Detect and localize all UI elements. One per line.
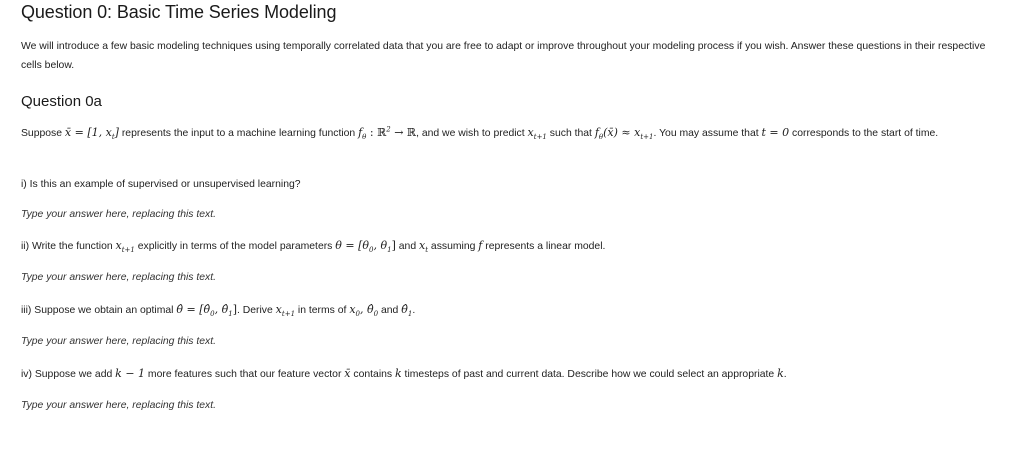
math-x-next: $x_{t+1}$: [115, 239, 135, 255]
math-k: k: [777, 367, 784, 380]
intro-paragraph: We will introduce a few basic modeling techniques using temporally correlated data that you are free to adapt or improve throughout your modeling process if you wish. Answer these questions in their respective cells below.: [21, 41, 986, 71]
question-ii: ii) Write the function $x_{t+1}$ explicitly in terms of the model parameters $\theta = [\theta_0$, $\theta_1$] and $x_t$ assuming f represents a linear model.: [21, 239, 606, 255]
math-k: k: [395, 367, 402, 380]
text: such that: [546, 128, 595, 139]
setup-paragraph: [21, 123, 1006, 143]
math-f: f: [478, 239, 483, 252]
question-iv: iv) Suppose we add k − 1 more features such that our feature vector x̄ contains k timesteps of past and current data. Describe how we could select an appropriate k.: [21, 367, 787, 380]
answer-iv[interactable]: Type your answer here, replacing this text.: [21, 400, 217, 411]
text: , and we wish to predict: [416, 128, 528, 139]
question-iii: iii) Suppose we obtain an optimal θ̂ = [$\thetâ_0$, $\thetâ_1$]. Derive $x_{t+1}$ in terms of $x_0$, $\thetâ_0$ and $\thetâ_1$.: [21, 303, 416, 319]
math-theta: $\theta = [\theta_0$, $\theta_1$]: [335, 239, 396, 255]
math-x0-theta0: $x_0$, $\thetâ_0$: [349, 303, 379, 319]
math-x-next: $x_{t+1}$: [527, 126, 547, 142]
text: represents the input to a machine learning function: [118, 128, 359, 139]
page-title: Question 0: Basic Time Series Modeling: [21, 2, 337, 22]
math-xbar-def: x̄ = [1, $x_t$]: [64, 126, 119, 142]
math-x-next: $x_{t+1}$: [275, 303, 296, 319]
math-k-minus-1: k − 1: [115, 367, 146, 380]
math-function-map: $f_\theta$ : ℝ$^2$ → ℝ: [358, 125, 417, 142]
text: . You may assume that: [653, 128, 762, 139]
text: Suppose: [21, 128, 65, 139]
answer-i[interactable]: Type your answer here, replacing this text.: [21, 209, 217, 220]
math-x-t: $x_t$: [419, 239, 429, 255]
math-approx: $f_\theta(x̄) \approx x_{t+1}$: [594, 126, 654, 142]
question-i: i) Is this an example of supervised or unsupervised learning?: [21, 179, 301, 190]
math-t-zero: t = 0: [761, 126, 790, 139]
answer-ii[interactable]: Type your answer here, replacing this text.: [21, 272, 217, 283]
section-heading: Question 0a: [21, 93, 102, 110]
math-theta1-hat: $\thetâ_1$: [401, 303, 413, 319]
math-xbar: x̄: [344, 367, 351, 380]
text: corresponds to the start of time.: [789, 128, 939, 139]
answer-iii[interactable]: Type your answer here, replacing this text.: [21, 336, 217, 347]
math-theta-hat: θ̂ = [$\thetâ_0$, $\thetâ_1$]: [176, 303, 237, 319]
